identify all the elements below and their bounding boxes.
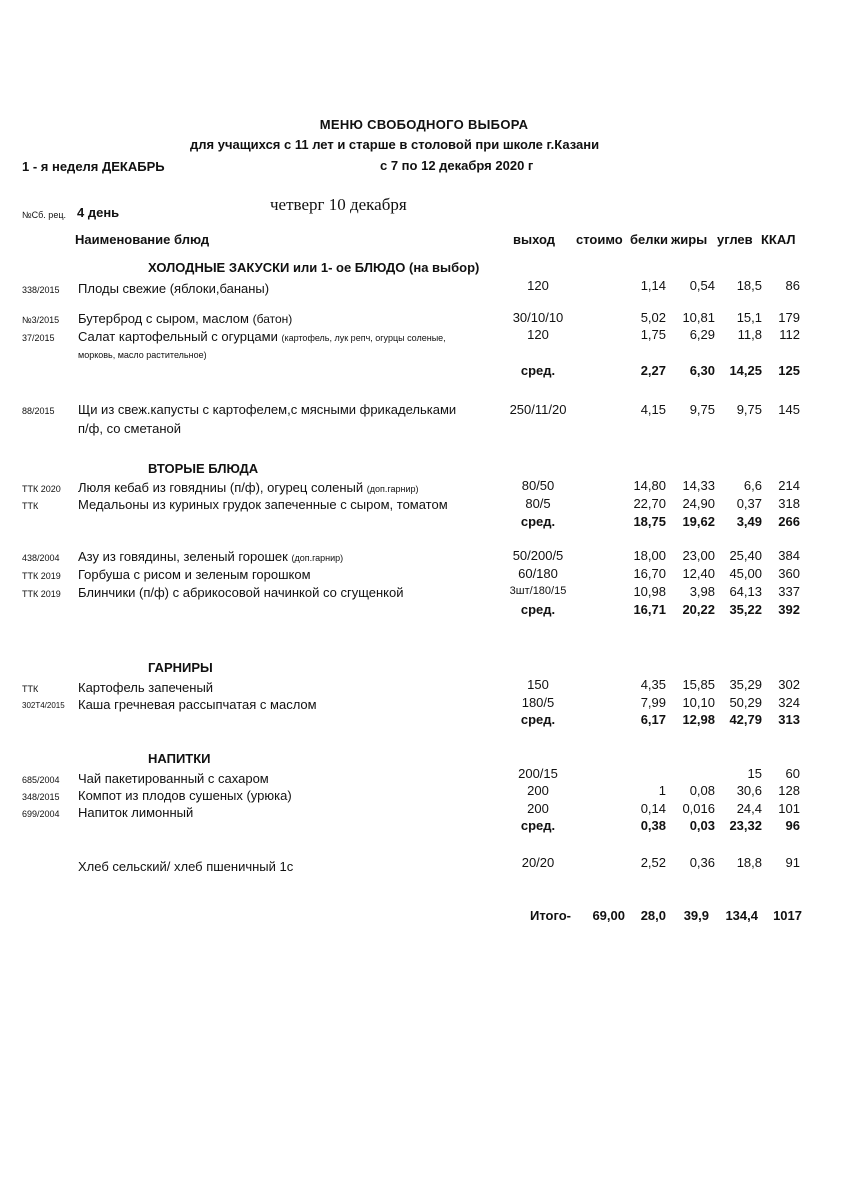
average-carbs: 35,22 bbox=[729, 602, 762, 617]
column-header-carbs: углев bbox=[717, 232, 753, 247]
recipe-code: 37/2015 bbox=[22, 333, 55, 343]
dish-protein: 4,35 bbox=[640, 677, 666, 692]
dish-name: Каша гречневая рассыпчатая с маслом bbox=[78, 697, 317, 712]
dish-yield: 3шт/180/15 bbox=[509, 585, 567, 597]
dish-name: Горбуша с рисом и зеленым горошком bbox=[78, 567, 311, 582]
dish-fat: 23,00 bbox=[682, 548, 715, 563]
column-header-yield: выход bbox=[513, 232, 556, 247]
menu-title: МЕНЮ СВОБОДНОГО ВЫБОРА bbox=[319, 117, 529, 132]
recipe-code: ТТК 2019 bbox=[22, 589, 61, 599]
dish-fat: 14,33 bbox=[682, 478, 715, 493]
recipe-code: 438/2004 bbox=[22, 553, 60, 563]
dish-carbs: 15,1 bbox=[736, 310, 762, 325]
dish-name: Медальоны из куриных грудок запеченные с сыром, томатом bbox=[78, 497, 448, 512]
dish-note: (батон) bbox=[252, 312, 293, 326]
dish-yield: 180/5 bbox=[521, 695, 555, 710]
dish-protein: 5,02 bbox=[640, 310, 666, 325]
dish-carbs: 50,29 bbox=[729, 695, 762, 710]
dish-fat: 0,36 bbox=[689, 855, 715, 870]
dish-kcal: 179 bbox=[778, 310, 800, 325]
dish-fat: 6,29 bbox=[689, 327, 715, 342]
dish-name: Хлеб сельский/ хлеб пшеничный 1с bbox=[78, 859, 294, 874]
dish-protein: 22,70 bbox=[633, 496, 666, 511]
dish-fat: 10,81 bbox=[682, 310, 715, 325]
average-label: сред. bbox=[520, 818, 556, 833]
dish-name: Картофель запеченый bbox=[78, 680, 214, 695]
dish-kcal: 360 bbox=[778, 566, 800, 581]
column-header-cost: стоимо bbox=[576, 232, 623, 247]
dish-name: Напиток лимонный bbox=[78, 805, 194, 820]
recipe-code: ТТК 2020 bbox=[22, 484, 61, 494]
dish-carbs: 25,40 bbox=[729, 548, 762, 563]
average-protein: 0,38 bbox=[640, 818, 666, 833]
average-label: сред. bbox=[520, 514, 556, 529]
total-kcal: 1017 bbox=[773, 908, 802, 923]
dish-kcal: 318 bbox=[778, 496, 800, 511]
column-header-kcal: ККАЛ bbox=[761, 232, 796, 247]
dish-yield: 20/20 bbox=[521, 855, 555, 870]
dish-name-continued: п/ф, со сметаной bbox=[78, 421, 182, 436]
dish-fat: 0,54 bbox=[689, 278, 715, 293]
dish-note: (доп.гарнир) bbox=[366, 484, 419, 494]
average-kcal: 266 bbox=[778, 514, 800, 529]
dish-carbs: 30,6 bbox=[736, 783, 762, 798]
dish-fat: 3,98 bbox=[689, 584, 715, 599]
dish-note-continued: морковь, масло растительное) bbox=[78, 350, 207, 360]
dish-yield: 50/200/5 bbox=[512, 548, 564, 563]
average-protein: 2,27 bbox=[640, 363, 666, 378]
dish-name-text: Салат картофельный с огурцами bbox=[78, 329, 278, 344]
section-title-cold-appetizers: ХОЛОДНЫЕ ЗАКУСКИ или 1- ое БЛЮДО (на выбор) bbox=[148, 260, 480, 275]
dish-kcal: 60 bbox=[785, 766, 800, 781]
total-fat: 39,9 bbox=[683, 908, 709, 923]
recipe-code: 685/2004 bbox=[22, 775, 60, 785]
dish-yield: 120 bbox=[527, 278, 549, 293]
day-number: 4 день bbox=[77, 205, 120, 220]
dish-kcal: 86 bbox=[785, 278, 800, 293]
dish-name bbox=[78, 329, 446, 344]
dish-name: Щи из свеж.капусты с картофелем,с мясными фрикадельками bbox=[78, 402, 457, 417]
dish-protein: 2,52 bbox=[640, 855, 666, 870]
average-carbs: 14,25 bbox=[729, 363, 762, 378]
recipe-code: 302Т4/2015 bbox=[22, 701, 65, 710]
average-kcal: 313 bbox=[778, 712, 800, 727]
average-carbs: 3,49 bbox=[736, 514, 762, 529]
dish-name-text: Азу из говядины, зеленый горошек bbox=[78, 549, 288, 564]
dish-kcal: 324 bbox=[778, 695, 800, 710]
dish-yield: 120 bbox=[527, 327, 549, 342]
recipe-code: ТТК bbox=[22, 684, 39, 694]
dish-yield: 200/15 bbox=[518, 766, 558, 781]
dish-fat: 9,75 bbox=[689, 402, 715, 417]
dish-kcal: 101 bbox=[778, 801, 800, 816]
recipe-code: 699/2004 bbox=[22, 809, 60, 819]
column-header-fat: жиры bbox=[671, 232, 708, 247]
dish-kcal: 128 bbox=[778, 783, 800, 798]
dish-name: Компот из плодов сушеных (урюка) bbox=[78, 788, 292, 803]
dish-fat: 0,08 bbox=[689, 783, 715, 798]
dish-protein: 16,70 bbox=[633, 566, 666, 581]
dish-name bbox=[78, 549, 343, 564]
dish-protein: 18,00 bbox=[633, 548, 666, 563]
dish-kcal: 91 bbox=[785, 855, 800, 870]
recipe-code: 338/2015 bbox=[22, 285, 60, 295]
section-title-main-dishes: ВТОРЫЕ БЛЮДА bbox=[148, 461, 259, 476]
dish-protein: 0,14 bbox=[640, 801, 666, 816]
average-label: сред. bbox=[520, 363, 556, 378]
dish-name: Блинчики (п/ф) с абрикосовой начинкой со сгущенкой bbox=[78, 585, 404, 600]
dish-carbs: 35,29 bbox=[729, 677, 762, 692]
average-protein: 6,17 bbox=[640, 712, 666, 727]
week-label: 1 - я неделя ДЕКАБРЬ bbox=[22, 159, 165, 174]
dish-yield: 30/10/10 bbox=[512, 310, 564, 325]
dish-name: Чай пакетированный с сахаром bbox=[78, 771, 269, 786]
recipe-code: №3/2015 bbox=[22, 315, 60, 325]
dish-name bbox=[78, 311, 292, 326]
average-kcal: 96 bbox=[785, 818, 800, 833]
average-fat: 19,62 bbox=[682, 514, 715, 529]
average-label: сред. bbox=[520, 712, 556, 727]
dish-fat: 10,10 bbox=[682, 695, 715, 710]
dish-note: (доп.гарнир) bbox=[291, 553, 344, 563]
dish-carbs: 24,4 bbox=[736, 801, 762, 816]
average-protein: 16,71 bbox=[633, 602, 666, 617]
dish-fat: 0,016 bbox=[682, 801, 715, 816]
dish-yield: 200 bbox=[527, 783, 549, 798]
dish-yield: 80/50 bbox=[521, 478, 555, 493]
column-header-name: Наименование блюд bbox=[75, 232, 210, 247]
average-protein: 18,75 bbox=[633, 514, 666, 529]
average-label: сред. bbox=[520, 602, 556, 617]
dish-note: (картофель, лук репч, огурцы соленые, bbox=[281, 333, 446, 343]
dish-yield: 150 bbox=[527, 677, 549, 692]
total-cost: 69,00 bbox=[592, 908, 625, 923]
dish-name-text: Люля кебаб из говядниы (п/ф), огурец соленый bbox=[78, 480, 364, 495]
dish-name-text: Бутерброд с сыром, маслом bbox=[78, 311, 249, 326]
dish-yield: 200 bbox=[527, 801, 549, 816]
recipe-code: ТТК bbox=[22, 501, 39, 511]
recipe-number-label: №Сб. рец. bbox=[22, 210, 66, 220]
dish-fat: 15,85 bbox=[682, 677, 715, 692]
dish-carbs: 18,5 bbox=[736, 278, 762, 293]
average-carbs: 42,79 bbox=[729, 712, 762, 727]
dish-name: Плоды свежие (яблоки,бананы) bbox=[78, 281, 270, 296]
average-carbs: 23,32 bbox=[729, 818, 762, 833]
dish-kcal: 302 bbox=[778, 677, 800, 692]
dish-carbs: 9,75 bbox=[736, 402, 762, 417]
dish-carbs: 45,00 bbox=[729, 566, 762, 581]
recipe-code: ТТК 2019 bbox=[22, 571, 61, 581]
dish-carbs: 15 bbox=[747, 766, 762, 781]
dish-protein: 7,99 bbox=[640, 695, 666, 710]
period-label: с 7 по 12 декабря 2020 г bbox=[380, 158, 534, 173]
dish-protein: 14,80 bbox=[633, 478, 666, 493]
dish-fat: 12,40 bbox=[682, 566, 715, 581]
dish-carbs: 18,8 bbox=[736, 855, 762, 870]
average-fat: 0,03 bbox=[689, 818, 715, 833]
menu-subtitle: для учащихся с 11 лет и старше в столовой при школе г.Казани bbox=[190, 137, 600, 152]
dish-carbs: 6,6 bbox=[743, 478, 762, 493]
average-fat: 6,30 bbox=[689, 363, 715, 378]
dish-kcal: 112 bbox=[779, 327, 800, 342]
dish-protein: 1,14 bbox=[640, 278, 666, 293]
dish-carbs: 11,8 bbox=[737, 327, 762, 342]
dish-kcal: 384 bbox=[778, 548, 800, 563]
total-label: Итого- bbox=[530, 908, 571, 923]
dish-protein: 4,15 bbox=[640, 402, 666, 417]
dish-protein: 10,98 bbox=[633, 584, 666, 599]
day-name: четверг 10 декабря bbox=[270, 195, 407, 214]
dish-protein: 1 bbox=[658, 783, 666, 798]
average-kcal: 392 bbox=[778, 602, 800, 617]
dish-kcal: 337 bbox=[778, 584, 800, 599]
column-header-protein: белки bbox=[630, 232, 669, 247]
recipe-code: 348/2015 bbox=[22, 792, 60, 802]
dish-kcal: 145 bbox=[778, 402, 800, 417]
dish-carbs: 0,37 bbox=[736, 496, 762, 511]
average-fat: 20,22 bbox=[682, 602, 715, 617]
section-title-drinks: НАПИТКИ bbox=[148, 751, 211, 766]
dish-fat: 24,90 bbox=[682, 496, 715, 511]
dish-yield: 250/11/20 bbox=[509, 402, 567, 417]
dish-yield: 60/180 bbox=[518, 566, 558, 581]
dish-yield: 80/5 bbox=[525, 496, 551, 511]
dish-kcal: 214 bbox=[778, 478, 800, 493]
dish-name bbox=[78, 480, 419, 495]
section-title-sides: ГАРНИРЫ bbox=[148, 660, 213, 675]
dish-protein: 1,75 bbox=[640, 327, 666, 342]
dish-carbs: 64,13 bbox=[729, 584, 762, 599]
average-kcal: 125 bbox=[778, 363, 800, 378]
average-fat: 12,98 bbox=[682, 712, 715, 727]
total-carbs: 134,4 bbox=[725, 908, 758, 923]
total-protein: 28,0 bbox=[640, 908, 666, 923]
recipe-code: 88/2015 bbox=[22, 406, 55, 416]
